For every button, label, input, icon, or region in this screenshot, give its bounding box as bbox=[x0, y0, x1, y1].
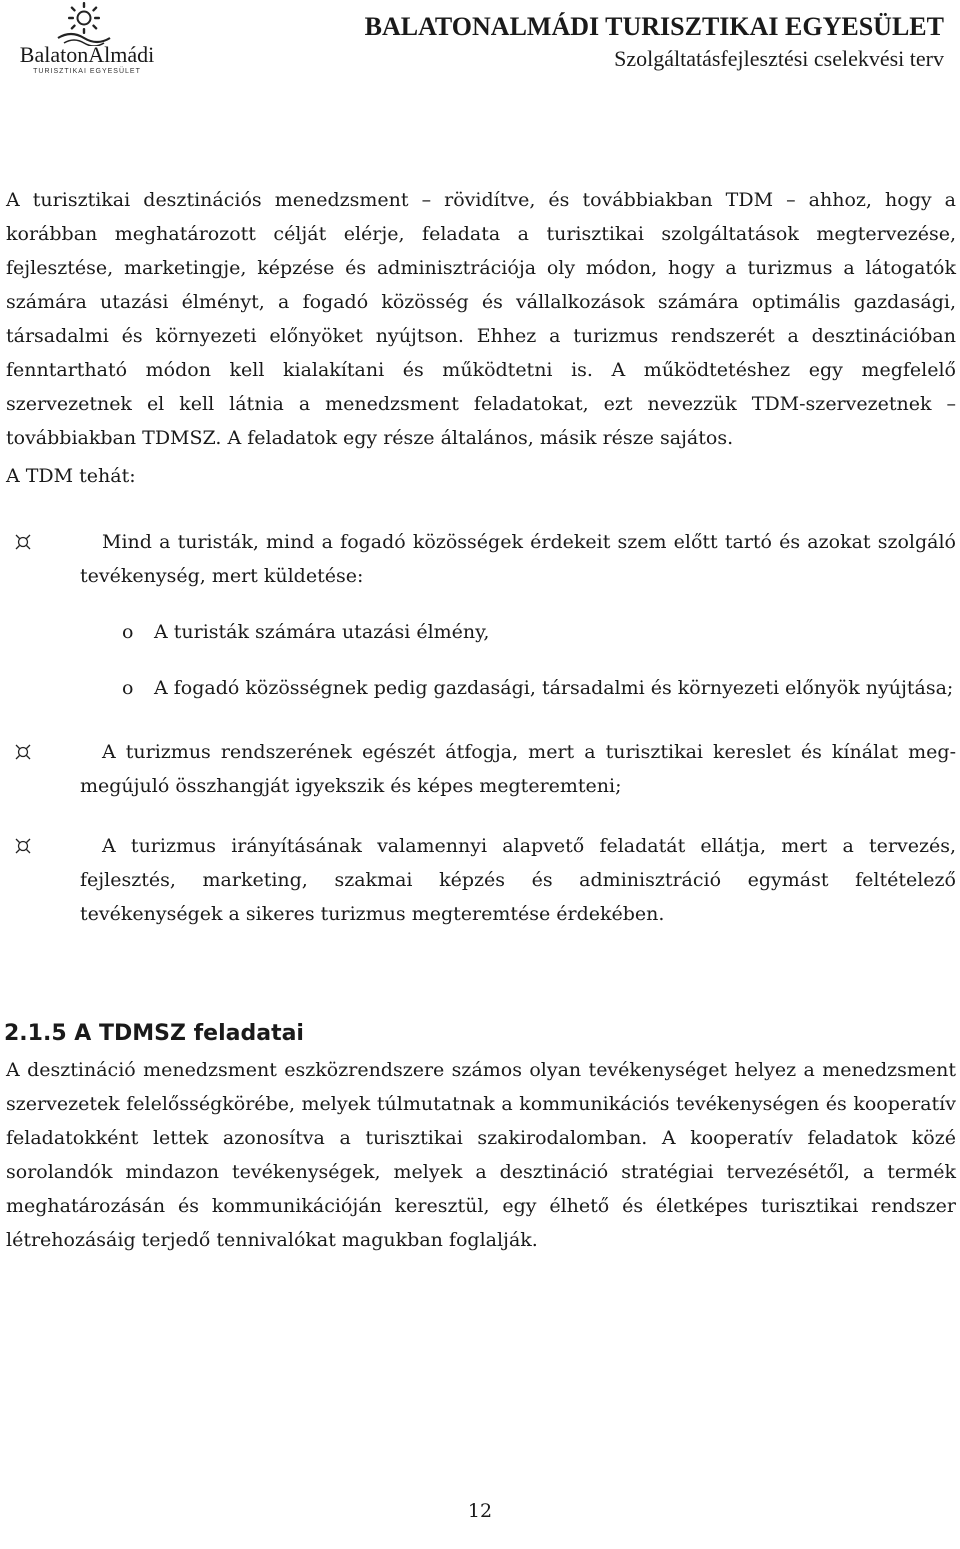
page-number: 12 bbox=[467, 1500, 493, 1522]
currency-sign-bullet-icon bbox=[14, 743, 32, 761]
list-item bbox=[6, 735, 956, 803]
balatonalmadi-logo bbox=[2, 2, 172, 80]
list-item-text: Mind a turisták, mind a fogadó közösségek érdekeit szem előtt tartó és azokat szolgáló tevékenység, mert küldetése: bbox=[80, 531, 956, 587]
sublist-item bbox=[6, 671, 956, 705]
list-item bbox=[6, 829, 956, 931]
sun-rays-logo-icon bbox=[2, 2, 172, 46]
sublist-item-text: A turisták számára utazási élmény, bbox=[154, 621, 490, 643]
tdm-intro-line: A TDM tehát: bbox=[6, 465, 136, 487]
currency-sign-bullet-icon bbox=[14, 837, 32, 855]
currency-sign-bullet-icon bbox=[14, 533, 32, 551]
organization-title: BALATONALMÁDI TURISZTIKAI EGYESÜLET bbox=[364, 12, 944, 41]
tdm-bullet-list bbox=[6, 525, 956, 931]
sublist-marker: o bbox=[122, 621, 134, 643]
logo-wordmark: BalatonAlmádi bbox=[19, 42, 155, 67]
list-item-text: A turizmus rendszerének egészét átfogja, mert a turisztikai kereslet és kínálat meg-megújuló összhangját igyekszik és képes megteremteni; bbox=[80, 741, 956, 797]
logo-subtitle: TURISZTIKAI EGYESÜLET bbox=[33, 68, 141, 75]
page-header bbox=[0, 0, 960, 90]
mission-sublist bbox=[80, 615, 956, 705]
sublist-marker: o bbox=[122, 677, 134, 699]
document-subtitle: Szolgáltatásfejlesztési cselekvési terv bbox=[614, 46, 944, 71]
list-item-text: A turizmus irányításának valamennyi alapvető feladatát ellátja, mert a tervezés, fejlesztés, marketing, szakmai képzés és adminisztráció egymást feltételező tevékenységek a sikeres turizmus megteremtése érdekében. bbox=[80, 835, 956, 925]
sublist-item bbox=[6, 615, 956, 649]
list-item bbox=[6, 525, 956, 705]
section-heading: 2.1.5 A TDMSZ feladatai bbox=[4, 1021, 304, 1046]
document-body bbox=[6, 183, 956, 1257]
section-paragraph: A desztináció menedzsment eszközrendszere számos olyan tevékenységet helyez a menedzsment szervezetek felelősségkörébe, melyek túlmutatnak a kommunikációs tevékenységen és kooperatív feladatokként lettek azonosítva a turisztikai szakirodalomban. A kooperatív feladatok közé sorolandók mindazon tevékenységek, melyek a desztináció stratégiai tervezésétől, a termék meghatározásán és kommunikációján keresztül, egy élhető és életképes turisztikai rendszer létrehozásáig terjedő tennivalókat magukban foglalják. bbox=[6, 1059, 956, 1251]
intro-paragraph: A turisztikai desztinációs menedzsment – rövidítve, és továbbiakban TDM – ahhoz, hogy a korábban meghatározott célját elérje, feladata a turisztikai szolgáltatások megtervezése, fejlesztése, marketingje, képzése és adminisztrációja oly módon, hogy a turizmus a látogatók számára utazási élményt, a fogadó közösség és vállalkozások számára optimális gazdasági, társadalmi és környezeti előnyöket nyújtson. Ehhez a turizmus rendszerét a desztinációban fenntartható módon kell kialakítani és működtetni is. A működtetéshez egy megfelelő szervezetnek el kell látnia a menedzsment feladatokat, ezt nevezzük TDM-szervezetnek – továbbiakban TDMSZ. A feladatok egy része általános, másik része sajátos. bbox=[6, 189, 956, 449]
sublist-item-text: A fogadó közösségnek pedig gazdasági, társadalmi és környezeti előnyök nyújtása; bbox=[154, 677, 954, 699]
